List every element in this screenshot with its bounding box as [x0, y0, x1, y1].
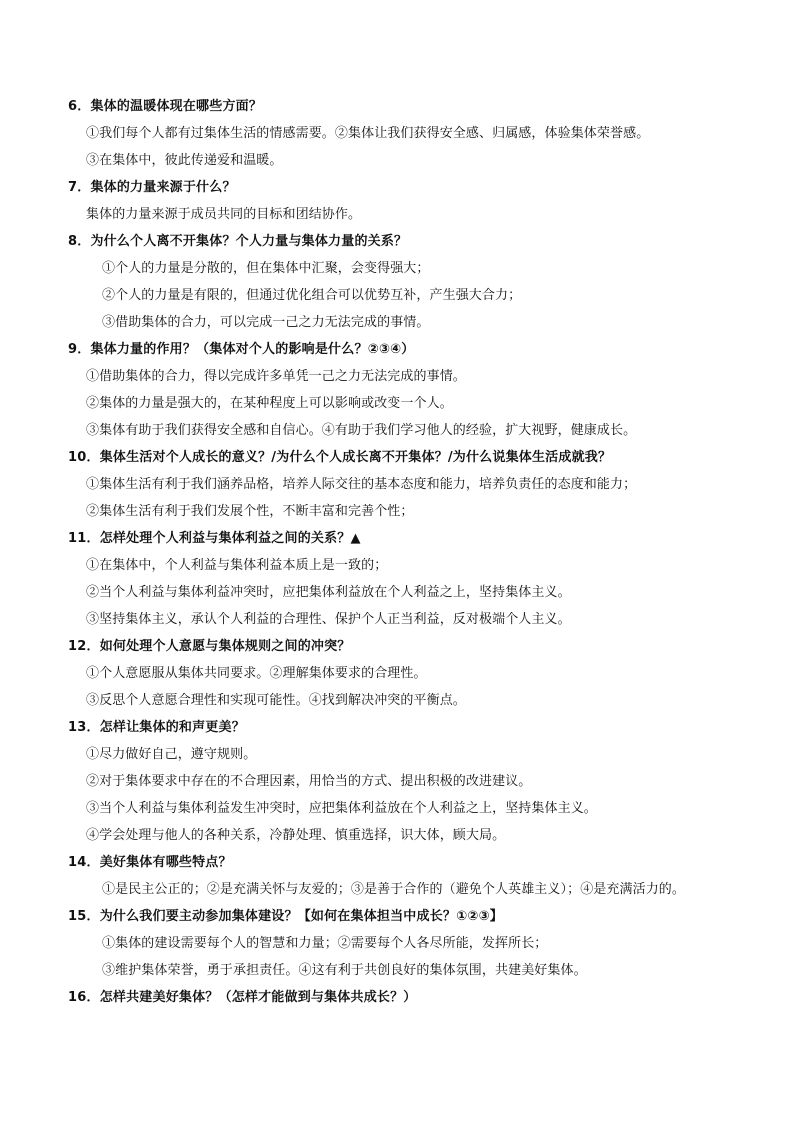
question-8-title: 8．为什么个人离不开集体？个人力量与集体力量的关系？	[68, 234, 408, 249]
question-9-answer-1: ①借助集体的合力，得以完成许多单凭一己之力无法完成的事情。	[86, 369, 466, 384]
question-8-answer-2: ②个人的力量是有限的，但通过优化组合可以优势互补，产生强大合力；	[102, 288, 522, 303]
question-9-title: 9．集体力量的作用？（集体对个人的影响是什么？②③④）	[68, 342, 415, 357]
question-11-title: 11．怎样处理个人利益与集体利益之间的关系？▲	[68, 531, 361, 546]
question-14-title: 14．美好集体有哪些特点？	[68, 855, 232, 870]
question-15-title: 15．为什么我们要主动参加集体建设？【如何在集体担当中成长？①②③】	[68, 909, 503, 924]
question-13-answer-2: ②对于集体要求中存在的不合理因素，用恰当的方式、提出积极的改进建议。	[86, 774, 532, 789]
question-13-title: 13．怎样让集体的和声更美？	[68, 720, 245, 735]
question-11-answer-2: ②当个人利益与集体利益冲突时，应把集体利益放在个人利益之上，坚持集体主义。	[86, 585, 571, 600]
question-10-answer-2: ②集体生活有利于我们发展个性，不断丰富和完善个性；	[86, 504, 414, 519]
question-10-answer-1: ①集体生活有利于我们涵养品格，培养人际交往的基本态度和能力，培养负责任的态度和能力；	[86, 477, 637, 492]
question-12-answer-2: ③反思个人意愿合理性和实现可能性。④找到解决冲突的平衡点。	[86, 693, 466, 708]
question-12-title: 12．如何处理个人意愿与集体规则之间的冲突？	[68, 639, 351, 654]
question-12-answer-1: ①个人意愿服从集体共同要求。②理解集体要求的合理性。	[86, 666, 427, 681]
question-9-answer-3: ③集体有助于我们获得安全感和自信心。④有助于我们学习他人的经验，扩大视野，健康成长。	[86, 423, 637, 438]
question-6-title: 6．集体的温暖体现在哪些方面？	[68, 99, 263, 114]
question-9-answer-2: ②集体的力量是强大的，在某种程度上可以影响或改变一个人。	[86, 396, 453, 411]
question-11-answer-1: ①在集体中，个人利益与集体利益本质上是一致的；	[86, 558, 388, 573]
question-8-answer-3: ③借助集体的合力，可以完成一己之力无法完成的事情。	[102, 315, 430, 330]
question-7-answer-1: 集体的力量来源于成员共同的目标和团结协作。	[86, 207, 362, 222]
question-11-answer-3: ③坚持集体主义，承认个人利益的合理性、保护个人正当利益，反对极端个人主义。	[86, 612, 571, 627]
question-16-title: 16．怎样共建美好集体？（怎样才能做到与集体共成长？）	[68, 990, 417, 1005]
question-6-answer-2: ③在集体中，彼此传递爱和温暖。	[86, 153, 283, 168]
question-6-answer-1: ①我们每个人都有过集体生活的情感需要。②集体让我们获得安全感、归属感，体验集体荣誉感。	[86, 126, 650, 141]
question-13-answer-1: ①尽力做好自己，遵守规则。	[86, 747, 257, 762]
question-8-answer-1: ①个人的力量是分散的，但在集体中汇聚，会变得强大；	[102, 261, 430, 276]
question-10-title: 10．集体生活对个人成长的意义？/为什么个人成长离不开集体？/为什么说集体生活成就我？	[68, 450, 612, 465]
question-13-answer-3: ③当个人利益与集体利益发生冲突时，应把集体利益放在个人利益之上，坚持集体主义。	[86, 801, 597, 816]
question-15-answer-1: ①集体的建设需要每个人的智慧和力量；②需要每个人各尽所能，发挥所长；	[102, 936, 548, 951]
question-13-answer-4: ④学会处理与他人的各种关系，冷静处理、慎重选择，识大体，顾大局。	[86, 828, 506, 843]
question-list	[68, 93, 748, 1011]
question-7-title: 7．集体的力量来源于什么？	[68, 180, 236, 195]
question-15-answer-2: ③维护集体荣誉，勇于承担责任。④这有利于共创良好的集体氛围，共建美好集体。	[102, 963, 587, 978]
question-14-answer-1: ①是民主公正的；②是充满关怀与友爱的；③是善于合作的（避免个人英雄主义）；④是充满活力的。	[102, 882, 686, 897]
